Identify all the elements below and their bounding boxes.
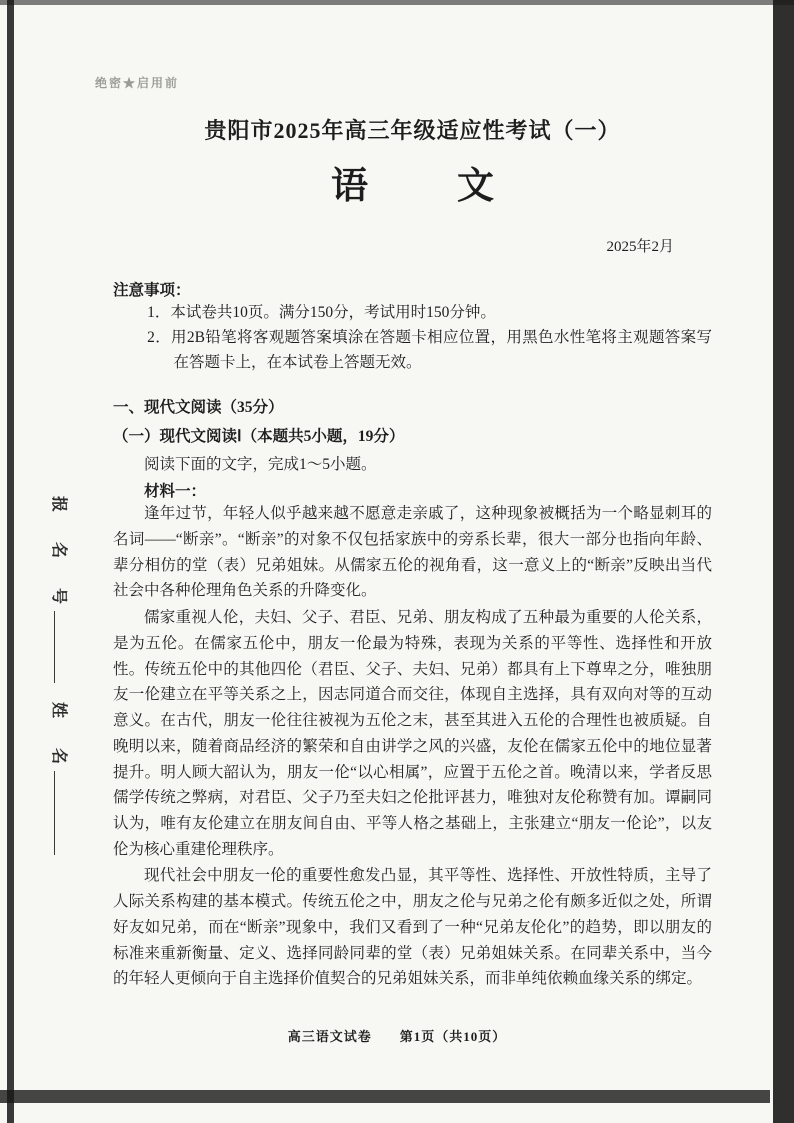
- exam-title: 贵阳市2025年高三年级适应性考试（一）: [204, 118, 621, 143]
- security-classification-notice: 绝密★启用前: [95, 76, 180, 90]
- exam-content: [113, 62, 712, 992]
- scan-edge-bottom: [0, 1090, 770, 1103]
- subject-title: 语 文: [331, 166, 520, 207]
- notices-heading: 注意事项：: [113, 282, 191, 299]
- material-one-label: 材料一：: [144, 483, 207, 501]
- reading-instruction: 阅读下面的文字，完成1～5小题。: [144, 456, 377, 474]
- registration-number-label: 报 名 号: [50, 496, 67, 612]
- name-blank-line: [54, 771, 55, 855]
- section-heading-modern-reading: 一、现代文阅读（35分）: [113, 399, 284, 417]
- material-paragraph-2: 儒家重视人伦，夫妇、父子、君臣、兄弟、朋友构成了五种最为重要的人伦关系，是为五伦。在儒家五伦中，朋友一伦最为特殊，表现为关系的平等性、选择性和开放性。传统五伦中的其他四伦（君臣、父子、夫妇、兄弟）都具有上下尊卑之分，唯独朋友一伦建立在平等关系之上，因志同道合而交往，体现自主选择，具有双向对等的互动意义。在古代，朋友一伦往往被视为五伦之末，甚至其进入五伦的合理性也被质疑。自晚明以来，随着商品经济的繁荣和自由讲学之风的兴盛，友伦在儒家五伦中的地位显著提升。明人顾大韶认为，朋友一伦“以心相属”，应置于五伦之首。晚清以来，学者反思儒学传统之弊病，对君臣、父子乃至夫妇之伦批评甚力，唯独对友伦称赞有加。谭嗣同认为，唯有友伦建立在朋友间自由、平等人格之基础上，主张建立“朋友一伦论”，以友伦为核心重建伦理秩序。: [113, 609, 712, 858]
- material-paragraph-1: 逢年过节，年轻人似乎越来越不愿意走亲戚了，这种现象被概括为一个略显刺耳的名词——“断亲”。“断亲”的对象不仅包括家族中的旁系长辈，很大一部分也指向年龄、辈分相仿的堂（表）兄弟姐妹。从儒家五伦的视角看，这一意义上的“断亲”反映出当代社会中各种伦理角色关系的升降变化。: [113, 505, 712, 600]
- subsection-heading-reading-1: （一）现代文阅读Ⅰ（本题共5小题，19分）: [113, 428, 405, 446]
- registration-number-field: [49, 496, 72, 683]
- notice-item-2: 2．用2B铅笔将客观题答案填涂在答题卡相应位置，用黑色水性笔将主观题答案写在答题卡上，在本试卷上答题无效。: [147, 329, 712, 372]
- name-label: 姓 名: [50, 702, 67, 772]
- material-paragraph-3: 现代社会中朋友一伦的重要性愈发凸显，其平等性、选择性、开放性特质，主导了人际关系构建的基本模式。传统五伦之中，朋友之伦与兄弟之伦有颇多近似之处，所谓好友如兄弟，而在“断亲”现象中，我们又看到了一种“兄弟友伦化”的趋势，即以朋友的标准来重新衡量、定义、选择同龄同辈的堂（表）兄弟姐妹关系。在同辈关系中，当今的年轻人更倾向于自主选择价值契合的兄弟姐妹关系，而非单纯依赖血缘关系的绑定。: [113, 867, 712, 988]
- registration-number-blank-line: [54, 611, 55, 683]
- scan-edge-top: [0, 0, 794, 5]
- page-footer: 高三语文试卷 第1页（共10页）: [287, 1029, 507, 1044]
- notice-item-1: 1．本试卷共10页。满分150分，考试用时150分钟。: [147, 304, 496, 321]
- exam-date: 2025年2月: [606, 239, 674, 255]
- scan-edge-left: [7, 0, 14, 1123]
- name-field: [49, 702, 72, 855]
- scan-edge-right: [773, 0, 794, 1123]
